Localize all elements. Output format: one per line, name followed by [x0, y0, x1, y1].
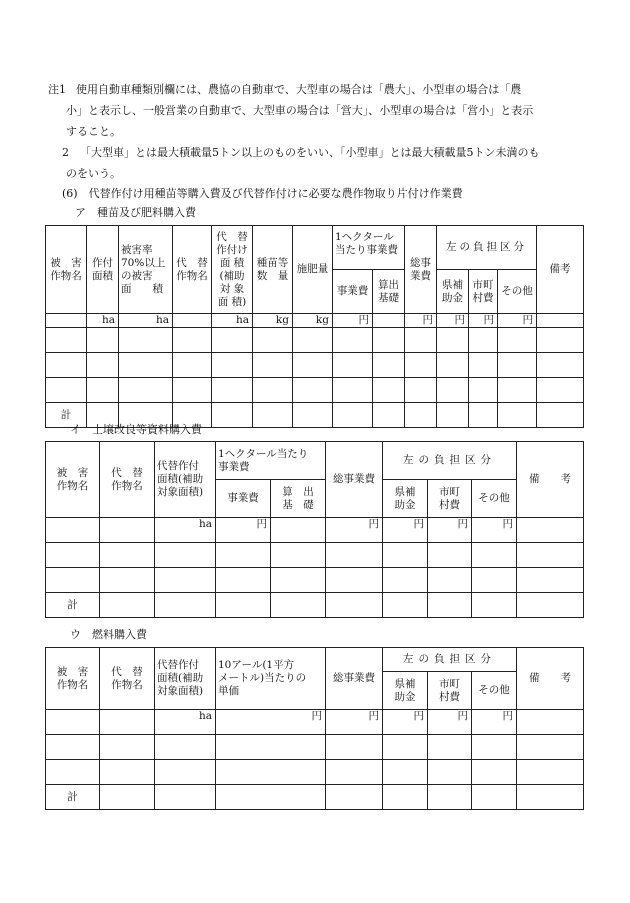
header-cost: 事業費 — [333, 270, 373, 314]
fuel-purchase-table — [45, 647, 584, 810]
header-alt-crop: 代 替 作物名 — [100, 648, 155, 710]
header-per-ha: 1ヘクタール 当たり事業費 — [333, 226, 405, 270]
table-row — [46, 353, 584, 378]
total-label: 計 — [46, 593, 100, 618]
note-1-line-1: 使用自動車種類別欄には、農協の自動車で、大型車の場合は「農大」、小型車の場合は「農 — [76, 83, 522, 96]
unit-cell: 円 — [216, 710, 326, 735]
total-label: 計 — [46, 785, 100, 810]
header-alt-crop: 代 替 作物名 — [173, 226, 212, 314]
note-1-line-2: 小」と表示し、一般営業の自動車で、大型車の場合は「営大」、小型車の場合は「営小」と表示 — [66, 104, 534, 117]
unit-cell — [46, 314, 87, 328]
header-burden: 左の負担区分 — [383, 648, 517, 672]
units-row — [46, 710, 584, 735]
unit-cell — [517, 518, 584, 543]
unit-cell — [173, 314, 212, 328]
table-row — [46, 378, 584, 403]
unit-cell: ha — [212, 314, 253, 328]
header-burden: 左の負担区分 — [437, 226, 537, 270]
unit-cell: 円 — [216, 518, 271, 543]
unit-cell — [537, 314, 584, 328]
header-note: 備 考 — [517, 648, 584, 710]
header-seed-qty: 種苗等 数 量 — [253, 226, 293, 314]
header-crop: 被 害 作物名 — [46, 226, 87, 314]
header-unit-price: 10アール(1平方 メートル)当たりの 単価 — [216, 648, 326, 710]
total-label: 計 — [46, 403, 87, 428]
unit-cell: 円 — [472, 710, 517, 735]
table-row — [46, 760, 584, 785]
unit-cell: ha — [155, 710, 216, 735]
unit-cell: kg — [293, 314, 333, 328]
unit-cell: 円 — [472, 518, 517, 543]
unit-cell: 円 — [333, 314, 373, 328]
seed-fertilizer-table — [45, 225, 584, 428]
units-row — [46, 518, 584, 543]
header-alt-area: 代 替 作付け 面 積 (補助 対 象 面 積) — [212, 226, 253, 314]
total-row — [46, 593, 584, 618]
header-total: 総事業費 — [326, 442, 383, 518]
unit-cell — [271, 518, 326, 543]
header-pref-subsidy: 県補 助金 — [383, 672, 428, 710]
units-row — [46, 314, 584, 328]
unit-cell: 円 — [498, 314, 537, 328]
table-row — [46, 735, 584, 760]
total-row — [46, 785, 584, 810]
header-note: 備 考 — [517, 442, 584, 518]
header-damaged-area: 被害率 70%以上 の被害 面 積 — [119, 226, 173, 314]
unit-cell: ha — [119, 314, 173, 328]
header-city-cost: 市町 村費 — [428, 480, 472, 518]
unit-cell: ha — [155, 518, 216, 543]
header-crop: 被 害 作物名 — [46, 648, 100, 710]
unit-cell — [46, 710, 100, 735]
table-a-title: ア 種苗及び肥料購入費 — [75, 206, 196, 219]
section-6-title: (6) 代替作付け用種苗等購入費及び代替作付けに必要な農作物取り片付け作業費 — [62, 187, 463, 200]
note-1-line-3: すること。 — [66, 125, 121, 138]
header-city-cost: 市町 村費 — [428, 672, 472, 710]
unit-cell — [373, 314, 405, 328]
unit-cell: ha — [87, 314, 119, 328]
note-2-label: 2 — [62, 146, 69, 159]
note-2-line-1: 「大型車」とは最大積載量5トン以上のものをいい、「小型車」とは最大積載量5トン未満のも — [80, 146, 540, 159]
unit-cell — [517, 710, 584, 735]
unit-cell — [100, 518, 155, 543]
soil-improvement-table — [45, 441, 584, 618]
unit-cell: 円 — [326, 710, 383, 735]
header-alt-area: 代替作付 面積(補助 対象面積) — [155, 442, 216, 518]
table-row — [46, 543, 584, 568]
header-basis: 算 出 基 礎 — [271, 480, 326, 518]
header-area: 作付 面積 — [87, 226, 119, 314]
table-row — [46, 568, 584, 593]
unit-cell: 円 — [383, 710, 428, 735]
unit-cell: kg — [253, 314, 293, 328]
header-alt-area: 代替作付 面積(補助 対象面積) — [155, 648, 216, 710]
header-pref-subsidy: 県補 助金 — [437, 270, 469, 314]
header-basis: 算出 基礎 — [373, 270, 405, 314]
unit-cell: 円 — [326, 518, 383, 543]
unit-cell: 円 — [469, 314, 498, 328]
header-total: 総事業費 — [326, 648, 383, 710]
header-fertilizer: 施肥量 — [293, 226, 333, 314]
header-per-ha: 1ヘクタール当たり 事業費 — [216, 442, 326, 480]
header-other: その他 — [472, 480, 517, 518]
unit-cell — [100, 710, 155, 735]
unit-cell — [46, 518, 100, 543]
header-other: その他 — [498, 270, 537, 314]
unit-cell: 円 — [428, 518, 472, 543]
table-i-title: イ 土壌改良等資料購入費 — [70, 423, 202, 436]
header-alt-crop: 代 替 作物名 — [100, 442, 155, 518]
header-city-cost: 市町 村費 — [469, 270, 498, 314]
header-note: 備考 — [537, 226, 584, 314]
header-cost: 事業費 — [216, 480, 271, 518]
header-other: その他 — [472, 672, 517, 710]
unit-cell: 円 — [383, 518, 428, 543]
header-total: 総事 業費 — [405, 226, 437, 314]
table-u-title: ウ 燃料購入費 — [70, 628, 147, 641]
note-1-label: 注1 — [48, 83, 66, 96]
unit-cell: 円 — [428, 710, 472, 735]
header-crop: 被 害 作物名 — [46, 442, 100, 518]
unit-cell: 円 — [405, 314, 437, 328]
header-pref-subsidy: 県補 助金 — [383, 480, 428, 518]
note-2-line-2: のをいう。 — [66, 167, 121, 180]
unit-cell: 円 — [437, 314, 469, 328]
header-burden: 左の負担区分 — [383, 442, 517, 480]
table-row — [46, 328, 584, 353]
